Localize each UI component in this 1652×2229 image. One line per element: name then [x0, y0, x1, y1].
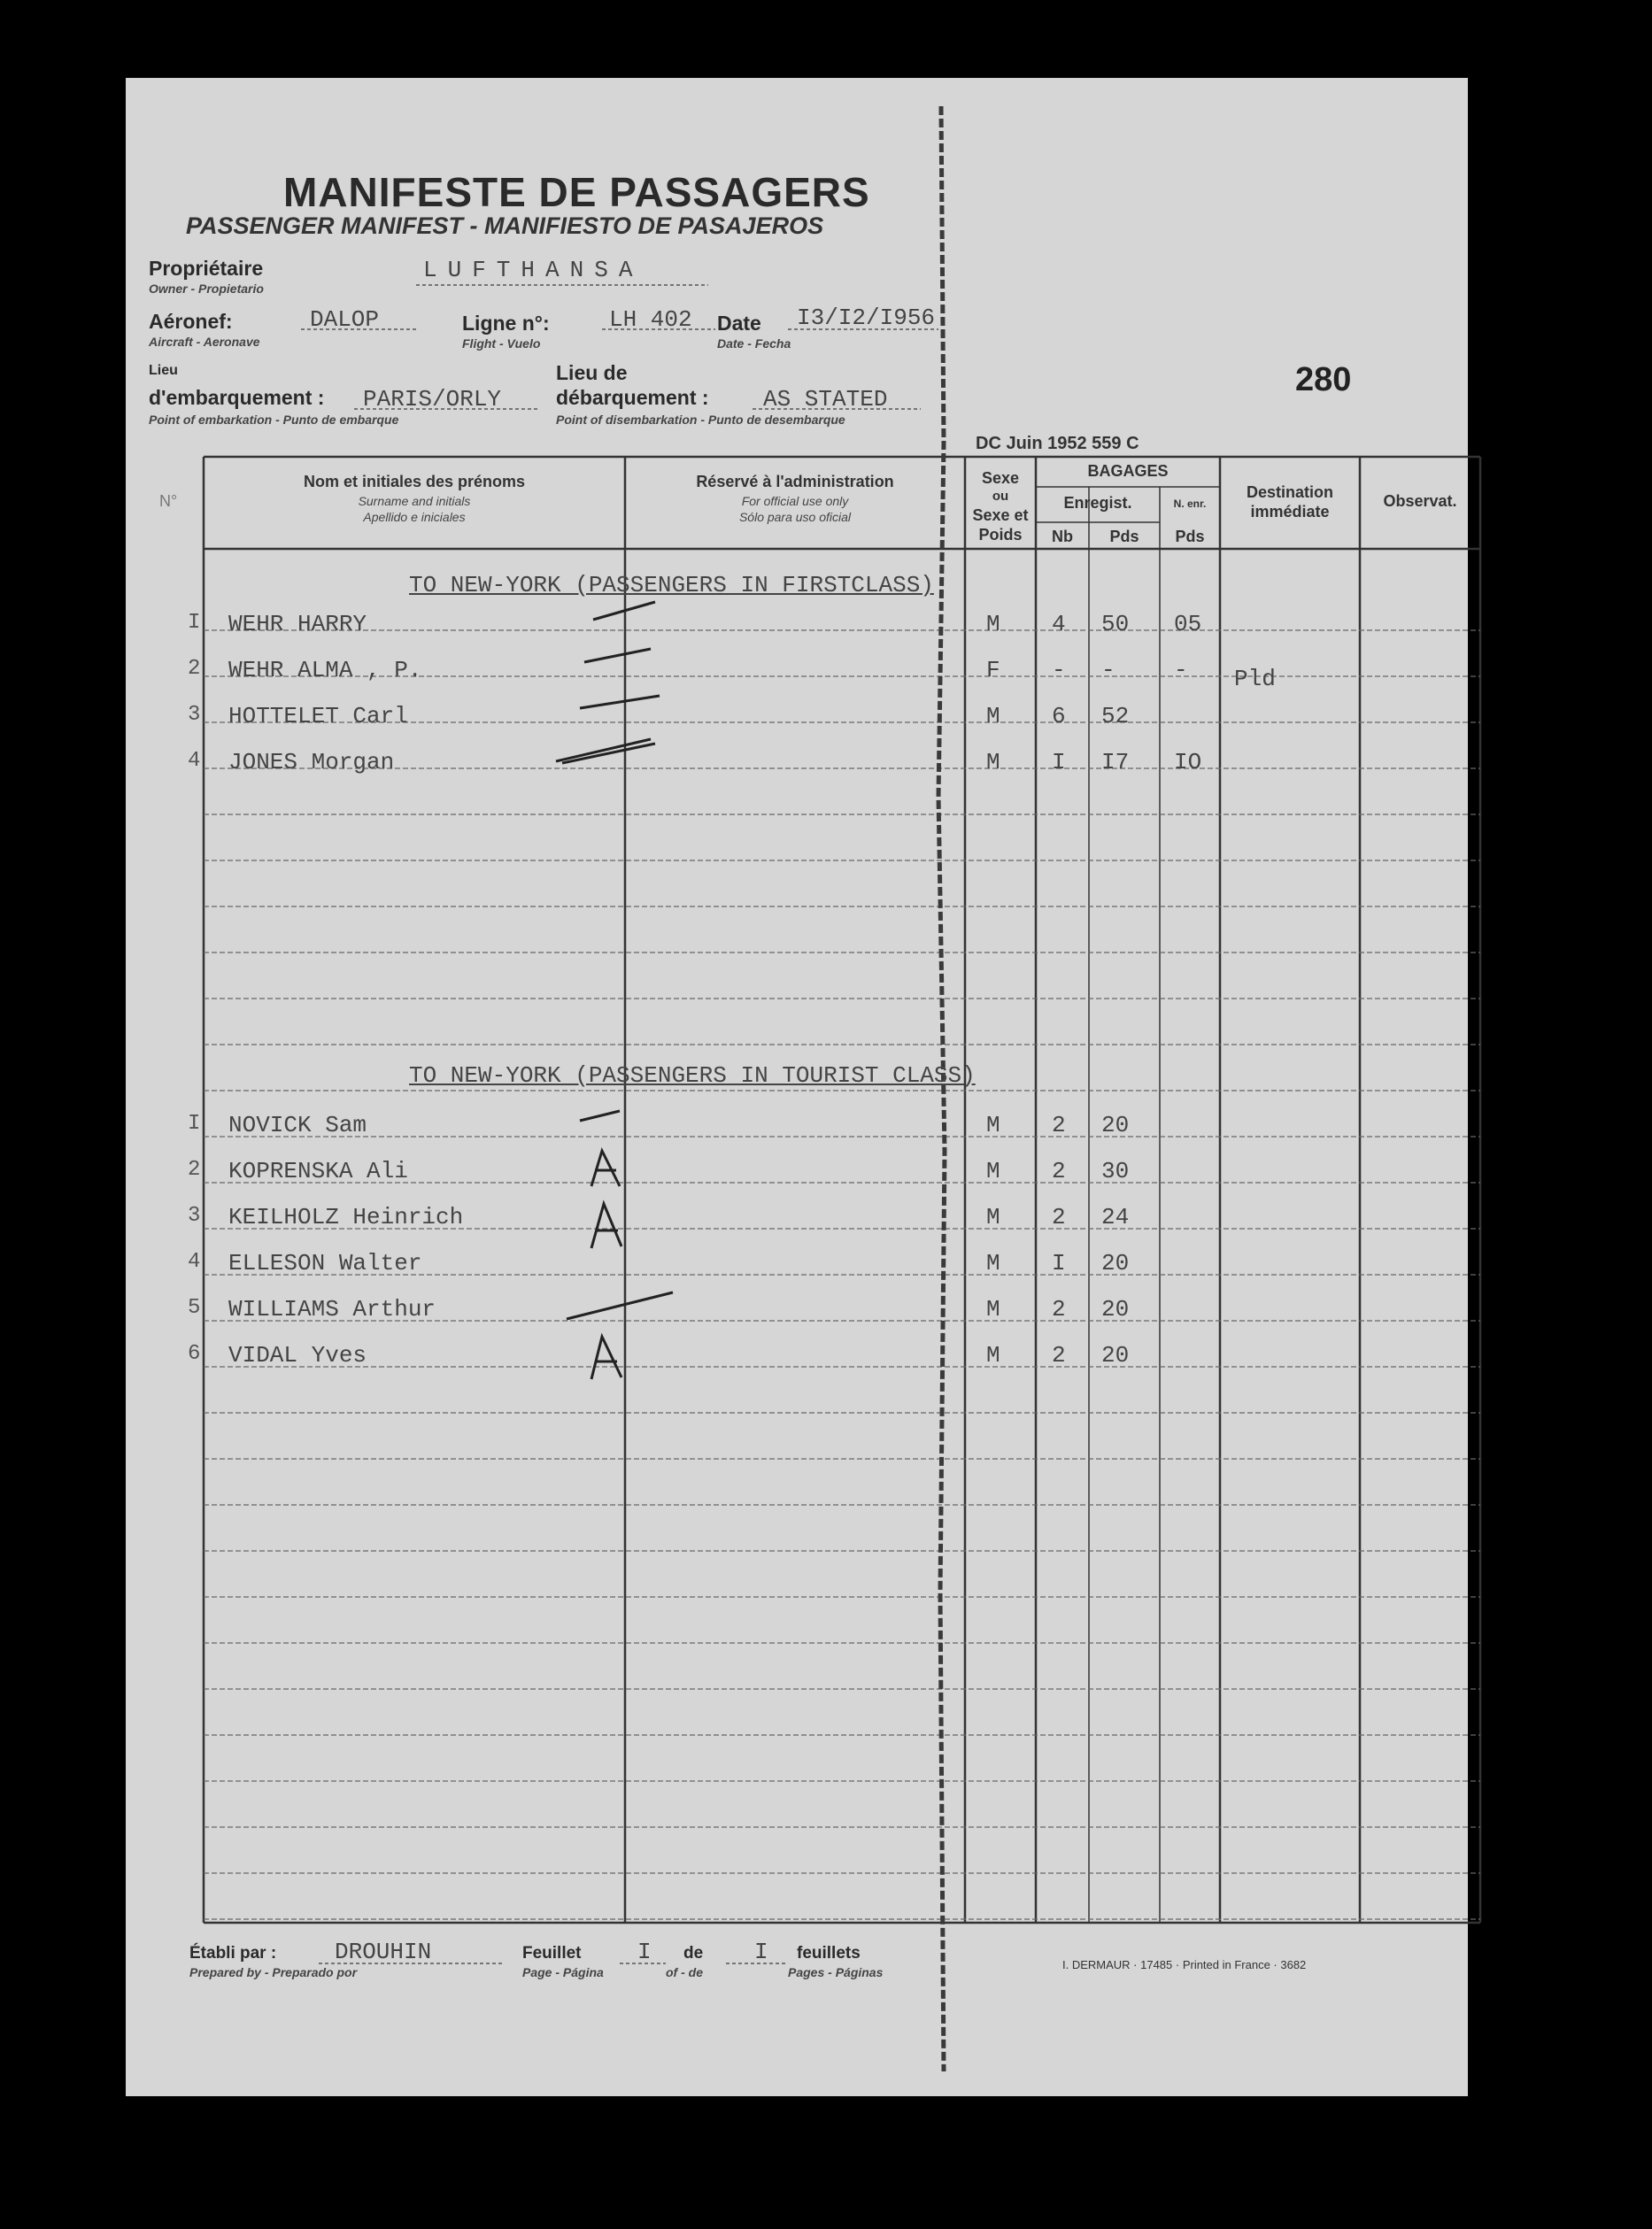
col-admin-sub2: Sólo para uso oficial [738, 510, 852, 524]
passenger-name: WEHR ALMA , P. [228, 657, 422, 683]
passenger-name: VIDAL Yves [228, 1342, 367, 1369]
baggage-count: 2 [1052, 1112, 1066, 1138]
flight-label: Ligne n°: [462, 312, 550, 335]
row-number: I [188, 1112, 201, 1136]
passenger-name: KOPRENSKA Ali [228, 1158, 408, 1184]
page-value: I [637, 1939, 652, 1965]
date-sublabel: Date - Fecha [717, 336, 791, 351]
col-name-header: Nom et initiales des prénoms [303, 473, 526, 490]
manifest-title: MANIFESTE DE PASSAGERS [283, 169, 870, 215]
total-value: I [754, 1939, 768, 1965]
passenger-sex: M [986, 611, 1000, 637]
row-number: 3 [188, 703, 201, 727]
col-dest-2: immédiate [1250, 503, 1330, 521]
embark-value: PARIS/ORLY [363, 386, 502, 413]
prepared-value: DROUHIN [335, 1939, 432, 1965]
col-obs: Observat. [1383, 492, 1457, 510]
baggage-weight: 52 [1101, 703, 1130, 729]
date-value: I3/I2/I956 [797, 305, 936, 331]
passenger-name: NOVICK Sam [228, 1112, 367, 1138]
row-number: 2 [188, 1158, 201, 1182]
prepared-label: Établi par : [189, 1944, 277, 1963]
col-sex-1: Sexe [981, 469, 1020, 487]
passenger-name: HOTTELET Carl [228, 703, 408, 729]
passenger-name: KEILHOLZ Heinrich [228, 1204, 464, 1230]
baggage-weight: 30 [1101, 1158, 1130, 1184]
passenger-sex: M [986, 1204, 1000, 1230]
row-number: 4 [188, 1250, 201, 1274]
row-number: I [188, 611, 201, 635]
passenger-sex: M [986, 749, 1000, 775]
baggage-weight: 50 [1101, 611, 1130, 637]
passenger-sex: M [986, 1158, 1000, 1184]
baggage-count: 2 [1052, 1204, 1066, 1230]
col-pds: Pds [1109, 528, 1139, 545]
passenger-name: WEHR HARRY [228, 611, 367, 637]
page-sublabel: Page - Página [522, 1965, 604, 1979]
baggage-weight: 20 [1101, 1342, 1130, 1369]
col-name-sub2: Apellido e iniciales [363, 510, 466, 524]
col-pds2: Pds [1175, 528, 1205, 545]
of-sublabel: of - de [666, 1965, 703, 1979]
unregistered-weight: - [1174, 657, 1188, 683]
section-heading-tourist: TO NEW-YORK (PASSENGERS IN TOURIST CLASS) [409, 1062, 976, 1089]
col-nb: Nb [1052, 528, 1073, 545]
passenger-name: WILLIAMS Arthur [228, 1296, 436, 1323]
owner-value: LUFTHANSA [423, 257, 644, 283]
disembark-value: AS STATED [763, 386, 888, 413]
flight-sublabel: Flight - Vuelo [462, 336, 541, 351]
baggage-count: I [1052, 749, 1066, 775]
of-label: de [683, 1944, 704, 1963]
baggage-count: 6 [1052, 703, 1066, 729]
baggage-weight: 20 [1101, 1112, 1130, 1138]
col-nonenreg: N. enr. [1173, 497, 1207, 510]
baggage-count: 2 [1052, 1158, 1066, 1184]
handwritten-marks [556, 602, 673, 1379]
owner-sublabel: Owner - Propietario [149, 282, 264, 296]
date-label: Date [717, 312, 761, 335]
printer-note: I. DERMAUR · 17485 · Printed in France · 3682 [1062, 1958, 1307, 1971]
baggage-weight: - [1101, 657, 1115, 683]
disembark-sublabel: Point of disembarkation - Punto de desembarque [556, 413, 845, 427]
flight-value: LH 402 [609, 306, 692, 333]
unregistered-weight: 05 [1174, 611, 1202, 637]
section-heading-first: TO NEW-YORK (PASSENGERS IN FIRSTCLASS) [409, 572, 934, 598]
disembark-label-1: Lieu de [556, 361, 628, 384]
row-number: 5 [188, 1296, 201, 1320]
row-number: 3 [188, 1204, 201, 1228]
col-sex-4: Poids [978, 526, 1023, 544]
col-enreg: Enregist. [1063, 494, 1132, 512]
unregistered-weight: IO [1174, 749, 1202, 775]
passenger-sex: M [986, 1250, 1000, 1276]
baggage-count: I [1052, 1250, 1066, 1276]
col-name-sub1: Surname and initials [358, 494, 471, 508]
passenger-sex: F [986, 657, 1000, 683]
row-number: 6 [188, 1342, 201, 1366]
row-number: 2 [188, 657, 201, 681]
baggage-count: 4 [1052, 611, 1066, 637]
destination: Pld [1234, 666, 1276, 692]
baggage-count: - [1052, 657, 1066, 683]
col-sex-2: ou [992, 489, 1009, 504]
aircraft-label: Aéronef: [149, 310, 233, 333]
embark-label-1: Lieu [149, 363, 178, 378]
col-dest-1: Destination [1246, 483, 1333, 501]
prepared-sublabel: Prepared by - Preparado por [189, 1965, 358, 1979]
row-number: 4 [188, 749, 201, 773]
baggage-weight: 20 [1101, 1250, 1130, 1276]
passenger-sex: M [986, 1296, 1000, 1323]
baggage-count: 2 [1052, 1296, 1066, 1323]
baggage-weight: I7 [1101, 749, 1130, 775]
passenger-sex: M [986, 703, 1000, 729]
embark-sublabel: Point of embarkation - Punto de embarque [149, 413, 399, 427]
owner-label: Propriétaire [149, 257, 264, 280]
aircraft-value: DALOP [310, 306, 380, 333]
aircraft-sublabel: Aircraft - Aeronave [149, 335, 260, 349]
pages-label: feuillets [797, 1944, 861, 1963]
baggage-weight: 20 [1101, 1296, 1130, 1323]
col-admin-header: Réservé à l'administration [696, 473, 894, 490]
pages-sublabel: Pages - Páginas [788, 1965, 884, 1979]
embark-label-2: d'embarquement : [149, 386, 325, 409]
col-no-header: N° [159, 492, 178, 510]
baggage-count: 2 [1052, 1342, 1066, 1369]
col-sex-3: Sexe et [972, 506, 1029, 524]
disembark-label-2: débarquement : [556, 386, 709, 409]
page-number: 280 [1295, 361, 1352, 398]
passenger-name: ELLESON Walter [228, 1250, 422, 1276]
manifest-subtitle: PASSENGER MANIFEST - MANIFIESTO DE PASAJEROS [186, 212, 824, 239]
col-bagages: BAGAGES [1087, 462, 1169, 480]
passenger-sex: M [986, 1342, 1000, 1369]
passenger-sex: M [986, 1112, 1000, 1138]
col-admin-sub1: For official use only [741, 494, 849, 508]
passenger-name: JONES Morgan [228, 749, 395, 775]
page-label: Feuillet [522, 1944, 582, 1963]
baggage-weight: 24 [1101, 1204, 1130, 1230]
form-code: DC Juin 1952 559 C [976, 434, 1139, 453]
